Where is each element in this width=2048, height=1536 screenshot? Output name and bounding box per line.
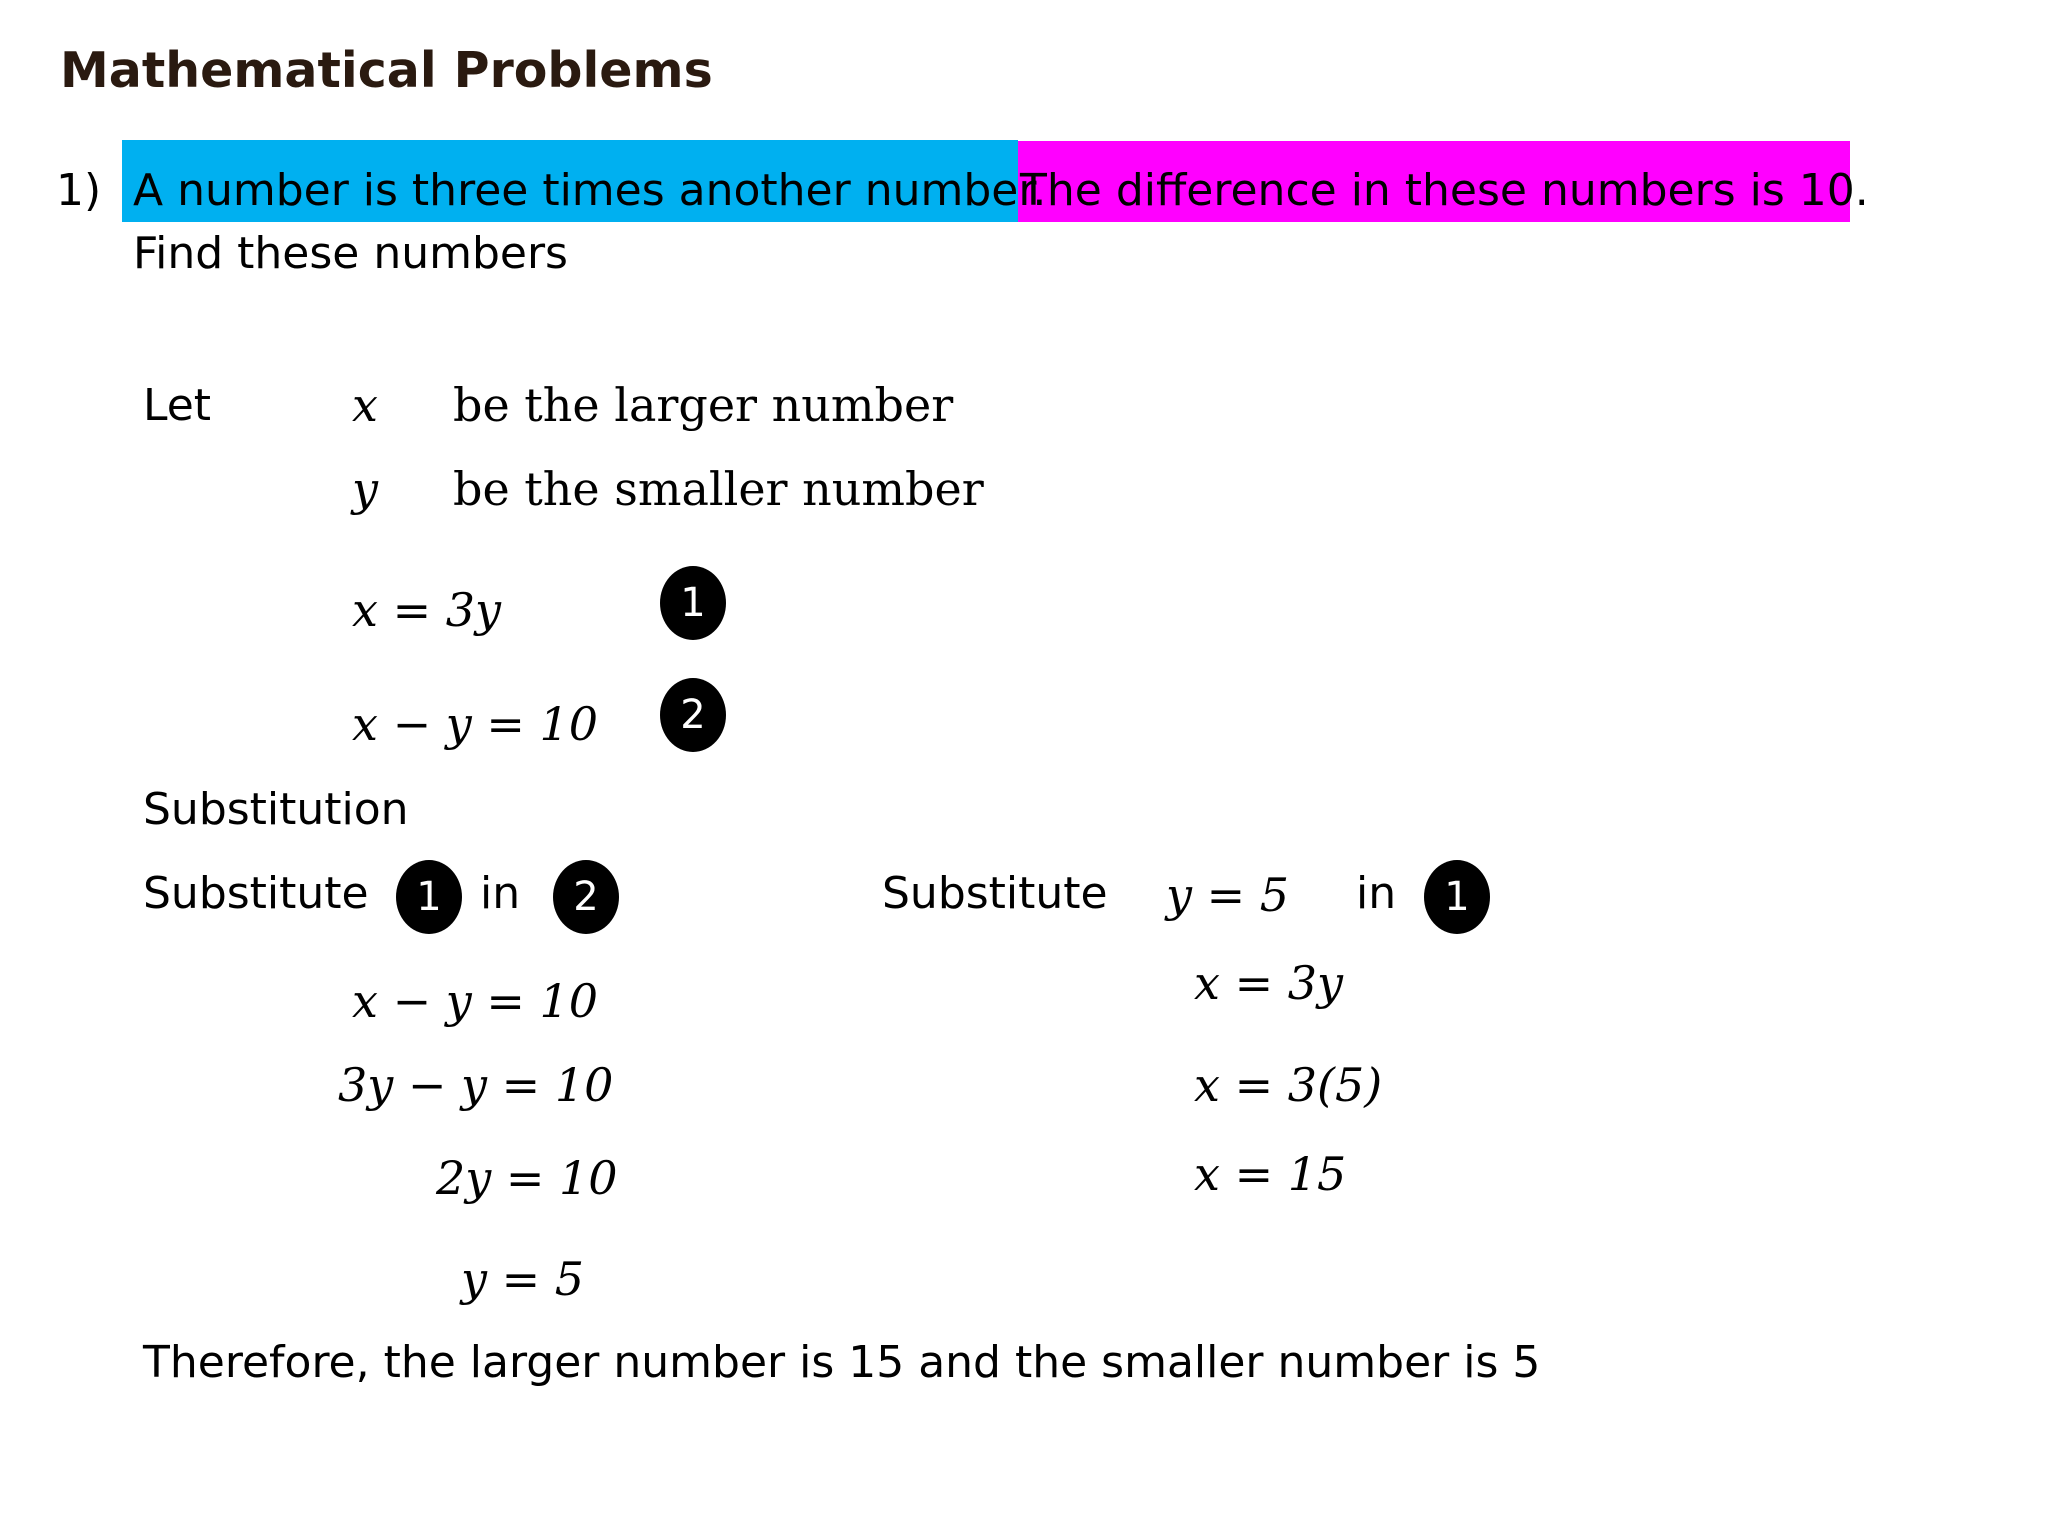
right-substitute-word: Substitute <box>882 868 1108 919</box>
left-from-label: 1 <box>396 860 462 934</box>
left-to-label: 2 <box>553 860 619 934</box>
def-x: be the larger number <box>453 378 954 432</box>
problem-question: Find these numbers <box>133 228 568 279</box>
left-step-3: 2y = 10 <box>436 1151 618 1205</box>
equation-2-label: 2 <box>660 678 726 752</box>
conclusion: Therefore, the larger number is 15 and the smaller number is 5 <box>143 1337 1541 1388</box>
right-step-2: x = 3(5) <box>1194 1058 1383 1112</box>
var-x: x <box>352 378 378 432</box>
equation-1-label: 1 <box>660 566 726 640</box>
let-label: Let <box>143 380 212 431</box>
left-in-word: in <box>480 868 521 919</box>
problem-sentence-2: The difference in these numbers is 10. <box>1020 165 1869 216</box>
right-to-label: 1 <box>1424 860 1490 934</box>
def-y: be the smaller number <box>453 462 984 516</box>
problem-number: 1) <box>56 165 102 216</box>
equation-1: x = 3y <box>352 583 501 637</box>
problem-sentence-1: A number is three times another number. <box>133 165 1047 216</box>
var-y: y <box>352 462 378 516</box>
page-title: Mathematical Problems <box>60 42 713 99</box>
right-step-1: x = 3y <box>1194 956 1343 1010</box>
equation-2: x − y = 10 <box>352 697 599 751</box>
right-step-3: x = 15 <box>1194 1147 1347 1201</box>
left-step-1: x − y = 10 <box>352 974 599 1028</box>
right-assign: y = 5 <box>1166 868 1290 922</box>
left-substitute-word: Substitute <box>143 868 369 919</box>
left-step-2: 3y − y = 10 <box>338 1058 614 1112</box>
substitution-heading: Substitution <box>143 784 409 835</box>
right-in-word: in <box>1356 868 1397 919</box>
left-step-4: y = 5 <box>461 1252 585 1306</box>
